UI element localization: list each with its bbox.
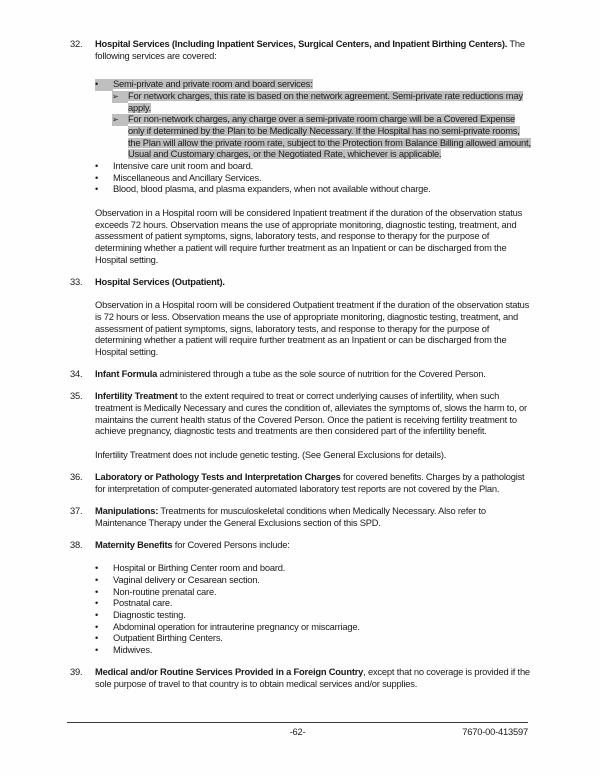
- bullet-text: Outpatient Birthing Centers.: [113, 633, 223, 644]
- item-title: Maternity Benefits: [95, 539, 173, 550]
- item-paragraph: Observation in a Hospital room will be considered Outpatient treatment if the duration of the observation status is 72 hours or less. Observation means the use of appropriate monitoring, diagnostic testing, treatment, and assessment of patient symptoms, signs, laboratory tests, and response to therapy for the purpose of determining whether a patient will require further treatment as an Inpatient or can be discharged from the Hospital setting.: [95, 300, 530, 357]
- item-number: 33.: [70, 276, 83, 287]
- item-title: Hospital Services (Including Inpatient Services, Surgical Centers, and Inpatient Birthing Centers).: [95, 39, 508, 49]
- item-number: 36.: [70, 472, 83, 483]
- item-body: [95, 391, 532, 461]
- numbered-item: [70, 667, 532, 690]
- item-body: [95, 369, 532, 381]
- bullet-text: Blood, blood plasma, and plasma expanders, when not available without charge.: [113, 184, 431, 195]
- bullet-icon: •: [95, 574, 99, 585]
- bullet-icon: •: [95, 563, 99, 574]
- item-lead: [95, 667, 532, 690]
- arrow-bullet-icon: ➢: [112, 114, 128, 126]
- item-title: Manipulations:: [95, 505, 159, 516]
- bullet-text: Intensive care unit room and board.: [113, 160, 253, 171]
- sub-bullet-text: For network charges, this rate is based on the network agreement. Semi-private rate reductions may apply.: [128, 90, 523, 113]
- item-lead-text: administered through a tube as the sole source of nutrition for the Covered Person.: [157, 369, 486, 380]
- item-lead: [95, 39, 532, 62]
- bullet-text: Hospital or Birthing Center room and board.: [113, 563, 286, 574]
- bullet-icon: •: [95, 633, 99, 644]
- bullet-icon: •: [95, 621, 99, 632]
- footer-row: [67, 727, 528, 737]
- page-footer: [67, 722, 528, 737]
- numbered-item: [70, 369, 532, 381]
- item-lead: [95, 506, 532, 529]
- bullet-text: Semi-private and private room and board services:: [113, 79, 313, 90]
- item-number: 38.: [70, 539, 83, 550]
- item-number: 32.: [70, 39, 83, 49]
- bullet-list: [95, 563, 532, 656]
- numbered-item: [70, 39, 532, 266]
- item-lead: [95, 277, 532, 289]
- bullet-item: [95, 79, 532, 91]
- bullet-item: [95, 575, 532, 587]
- item-title: Hospital Services (Outpatient).: [95, 276, 225, 287]
- item-body: [95, 277, 532, 359]
- item-body: [95, 506, 532, 529]
- numbered-item: [70, 472, 532, 495]
- bullet-item: [95, 645, 532, 657]
- numbered-item: [70, 506, 532, 529]
- item-number: 37.: [70, 505, 83, 516]
- bullet-icon: •: [95, 644, 99, 655]
- bullet-text: Diagnostic testing.: [113, 609, 186, 620]
- item-title: Infant Formula: [95, 369, 158, 380]
- footer-spacer: [67, 727, 290, 737]
- bullet-item: [95, 161, 532, 173]
- bullet-item: [95, 610, 532, 622]
- bullet-icon: •: [95, 586, 99, 597]
- bullet-item: [95, 598, 532, 610]
- bullet-text: Miscellaneous and Ancillary Services.: [113, 172, 262, 183]
- bullet-text: Abdominal operation for intrauterine pregnancy or miscarriage.: [113, 621, 360, 632]
- bullet-icon: •: [95, 172, 99, 183]
- bullet-icon: •: [95, 184, 99, 195]
- bullet-item: [95, 563, 532, 575]
- bullet-item: [95, 622, 532, 634]
- sub-bullet-item: [112, 114, 532, 161]
- item-paragraph: Infertility Treatment does not include genetic testing. (See General Exclusions for details).: [95, 449, 447, 460]
- item-number: 35.: [70, 391, 83, 402]
- bullet-list: [95, 79, 532, 196]
- item-number: 39.: [70, 667, 83, 678]
- item-lead-text: for Covered Persons include:: [172, 539, 290, 550]
- item-lead: [95, 369, 532, 381]
- item-paragraph: Observation in a Hospital room will be considered Inpatient treatment if the duration of the observation status exceeds 72 hours. Observation means the use of appropriate monitoring, diagnostic testing, treatment, and assessment of patient symptoms, signs, laboratory tests, and response to therapy for the purpose of determining whether a patient will require further treatment as an Inpatient or can be discharged from the Hospital setting.: [95, 207, 523, 265]
- numbered-item: [70, 540, 532, 657]
- bullet-icon: •: [95, 79, 113, 91]
- item-lead-text: Treatments for musculoskeletal conditions when Medically Necessary. Also refer to Maintenance Therapy under the General Exclusions section of this SPD.: [95, 505, 486, 528]
- item-body: [95, 472, 532, 495]
- item-lead: [95, 391, 532, 438]
- item-lead-text: for covered benefits. Charges by a pathologist for interpretation of computer-generated automated laboratory test reports are not covered by the Plan.: [95, 472, 525, 494]
- bullet-text: Non-routine prenatal care.: [113, 586, 217, 597]
- item-lead-text: , except that no coverage is provided if the sole purpose of travel to that country is to obtain medical services and/or supplies.: [95, 667, 530, 689]
- item-number: 34.: [70, 369, 83, 380]
- bullet-text: Vaginal delivery or Cesarean section.: [113, 574, 260, 585]
- item-title: Medical and/or Routine Services Provided in a Foreign Country: [95, 667, 364, 678]
- bullet-item: [95, 633, 532, 645]
- numbered-item: [70, 391, 532, 461]
- item-body: [95, 667, 532, 690]
- page-number: -62-: [289, 727, 306, 737]
- footer-rule: [67, 722, 528, 723]
- bullet-icon: •: [95, 609, 99, 620]
- bullet-item: [95, 587, 532, 599]
- sub-bullet-text: For non-network charges, any charge over a semi-private room charge will be a Covered Expense only if determined by the Plan to be Medically Necessary. If the Hospital has no semi-private rooms, the Plan will allow the private room rate, subject to the Protection from Balance Billing allowed amount, Usual and Customary charges, or the Negotiated Rate, whichever is applicable.: [128, 114, 531, 160]
- item-lead-text: to the extent required to treat or correct underlying causes of infertility, when such treatment is Medically Necessary and cures the condition of, alleviates the symptoms of, slows the harm to, or maintains the current health status of the Covered Person. Once the patient is receiving fertility treatment to achieve pregnancy, diagnostic tests and treatments are then considered part of the infertility benefit.: [95, 391, 527, 437]
- sub-bullet-item: [112, 91, 532, 114]
- item-title: Infertility Treatment: [95, 391, 178, 402]
- bullet-icon: •: [95, 160, 99, 171]
- bullet-item: [95, 173, 532, 185]
- bullet-icon: •: [95, 598, 99, 609]
- arrow-bullet-icon: ➢: [112, 91, 128, 103]
- item-title: Laboratory or Pathology Tests and Interpretation Charges: [95, 472, 341, 483]
- document-id: 7670-00-413597: [462, 727, 528, 737]
- item-lead-text: The following services are covered:: [95, 39, 525, 61]
- bullet-text: Midwives.: [113, 644, 153, 655]
- bullet-item: [95, 184, 532, 196]
- item-body: [95, 39, 532, 266]
- item-body: [95, 540, 532, 657]
- numbered-item: [70, 277, 532, 359]
- item-lead: [95, 472, 532, 495]
- item-lead: [95, 540, 532, 552]
- bullet-text: Postnatal care.: [113, 598, 173, 609]
